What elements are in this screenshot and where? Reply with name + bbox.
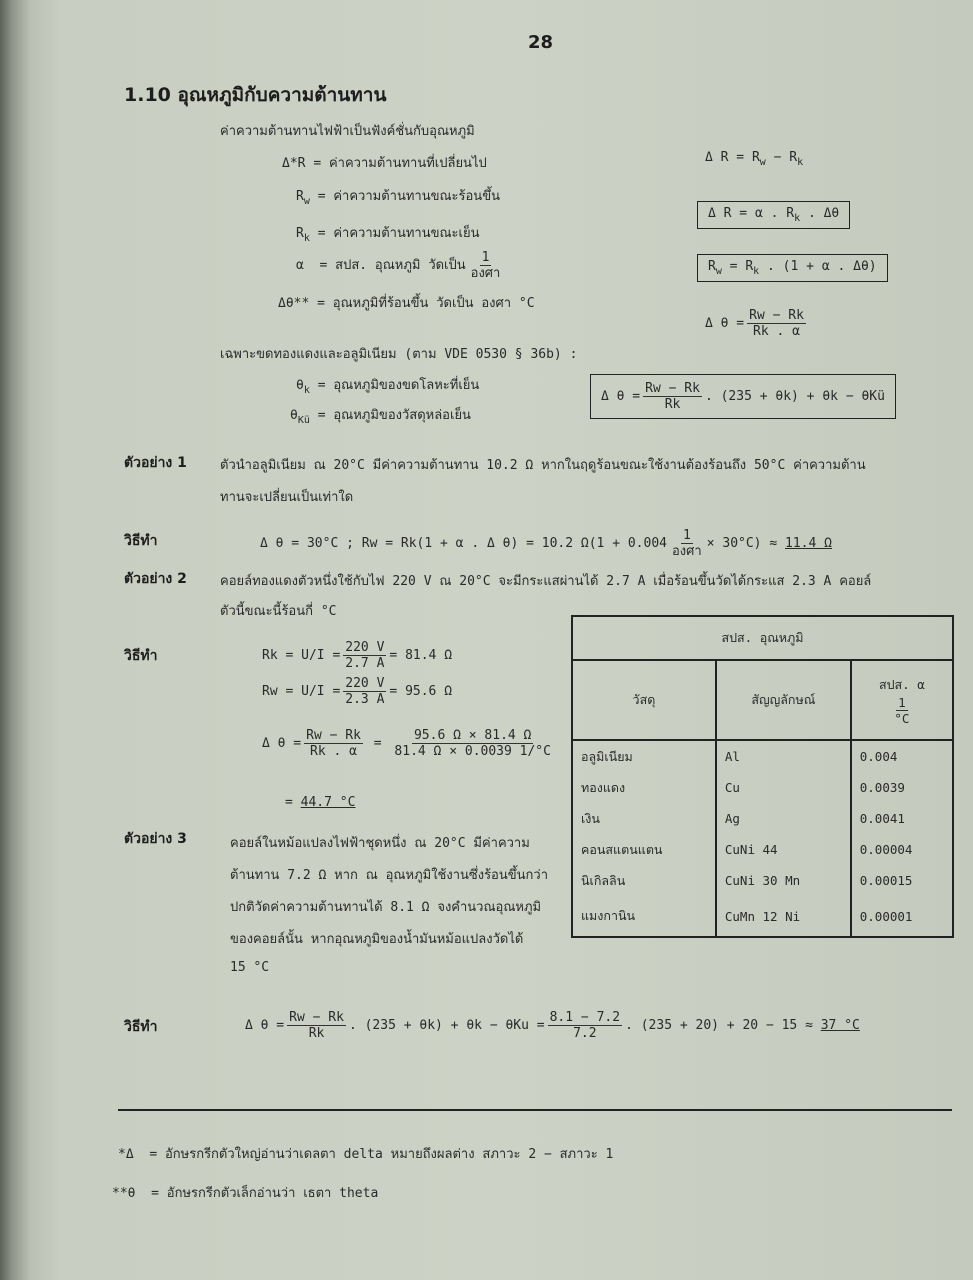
example-1-solution-label: วิธีทำ <box>124 533 158 549</box>
formula-box-vde: Δ θ = $\frac{Rw - Rk}{Rk}$ . (235 + θk) + θk − θKü <box>590 374 896 419</box>
formula-box-delta-r: Δ R = α . $R_k$ . Δθ <box>697 201 850 229</box>
example-1-answer: 11.4 Ω <box>785 536 832 551</box>
definition-rk: $R_k$ = ค่าความต้านทานขณะเย็น <box>296 226 480 244</box>
theta-ku-definition: $\theta_{Kü}$ = อุณหภูมิของวัสดุหล่อเย็น <box>290 408 471 426</box>
table-row: อลูมิเนียม Al 0.004 <box>572 740 953 772</box>
definition-delta-r: Δ*R = ค่าความต้านทานที่เปลี่ยนไป <box>282 156 487 171</box>
table-title: สปส. อุณหภูมิ <box>572 616 953 660</box>
footnote-divider <box>118 1109 952 1111</box>
page-number: 28 <box>528 32 554 53</box>
table-header-material: วัสดุ <box>572 660 716 740</box>
example-3-line: ปกติวัดค่าความต้านทานได้ 8.1 Ω จงคำนวณอุณหภูมิ <box>230 900 542 915</box>
footnote-theta: **θ = อักษรกรีกตัวเล็กอ่านว่า เธตา theta <box>112 1186 379 1201</box>
definition-rw: $R_w$ = ค่าความต้านทานขณะร้อนขึ้น <box>296 189 500 207</box>
formula-box-rw: $R_w = R_k$ . (1 + α . Δθ) <box>697 254 888 282</box>
example-3-line: 15 °C <box>230 960 270 975</box>
table-header-symbol: สัญญลักษณ์ <box>716 660 851 740</box>
example-3-line: ของคอยล์นั้น หากอุณหภูมิของน้ำมันหม้อแปลงวัดได้ <box>230 932 524 947</box>
coefficient-table <box>571 615 954 938</box>
example-2-text-2: ตัวนี้ขณะนี้ร้อนกี่ °C <box>220 604 337 619</box>
formula-delta-theta: Δ θ = $\frac{Rw - Rk}{Rk . \alpha}$ <box>705 308 804 339</box>
example-1-text: ตัวนำอลูมิเนียม ณ 20°C มีค่าความต้านทาน 10.2 Ω หากในฤดูร้อนขณะใช้งานต้องร้อนถึง 50°C ค่าความต้าน <box>220 458 866 473</box>
table-row: แมงกานิน CuMn 12 Ni 0.00001 <box>572 896 953 937</box>
formula-delta-r: Δ $R = R_w - R_k$ <box>705 150 804 168</box>
example-2-step-2: Rw = U/I = $\frac{220 V}{2.3 A}$ = 95.6 Ω <box>262 676 453 707</box>
table-header-coefficient: สปส. α $\frac{1}{^\circ C}$ <box>851 660 953 740</box>
special-note: เฉพาะขดทองแดงและอลูมิเนียม (ตาม VDE 0530 § 36b) : <box>220 347 578 362</box>
example-2-solution-label: วิธีทำ <box>124 648 158 664</box>
example-1-label: ตัวอย่าง 1 <box>124 455 187 471</box>
definition-delta-theta: Δθ** = อุณหภูมิที่ร้อนขึ้น วัดเป็น องศา °C <box>278 296 535 311</box>
section-title: อุณหภูมิกับความต้านทาน <box>177 84 387 106</box>
example-3-solution: Δ θ = $\frac{Rw - Rk}{Rk}$ . (235 + θk) + θk − θKu = $\frac{8.1 - 7.2}{7.2}$ . (235 + 20) + 20 − 15 ≈ 37 °C <box>245 1010 860 1041</box>
example-2-text: คอยล์ทองแดงตัวหนึ่งใช้กับไฟ 220 V ณ 20°C จะมีกระแสผ่านได้ 2.7 A เมื่อร้อนขึ้นวัดได้กระแส 2.3 A คอยล์ <box>220 574 872 589</box>
definition-alpha: α = สปส. อุณหภูมิ วัดเป็น $\frac{1}{\text{องศา}}$ <box>296 250 501 281</box>
table-row: ทองแดง Cu 0.0039 <box>572 772 953 803</box>
footnote-delta: *Δ = อักษรกรีกตัวใหญ่อ่านว่าเดลตา delta หมายถึงผลต่าง สภาวะ 2 − สภาวะ 1 <box>118 1147 614 1162</box>
example-2-answer: = 44.7 °C <box>285 795 356 810</box>
example-2-label: ตัวอย่าง 2 <box>124 571 187 587</box>
table-row: คอนสแตนแตน CuNi 44 0.00004 <box>572 834 953 865</box>
section-number: 1.10 <box>124 84 171 106</box>
example-2-step-1: Rk = U/I = $\frac{220 V}{2.7 A}$ = 81.4 Ω <box>262 640 453 671</box>
example-3-answer: 37 °C <box>820 1018 860 1033</box>
table-row: เงิน Ag 0.0041 <box>572 803 953 834</box>
example-3-line: ต้านทาน 7.2 Ω หาก ณ อุณหภูมิใช้งานซึ่งร้อนขึ้นกว่า <box>230 868 548 883</box>
example-1-solution: Δ θ = 30°C ; Rw = Rk(1 + α . Δ θ) = 10.2 Ω(1 + 0.004 $\frac{1}{\text{องศา}}$ × 30°C) ≈ 11.4 Ω <box>260 528 832 559</box>
example-3-line: คอยล์ในหม้อแปลงไฟฟ้าชุดหนึ่ง ณ 20°C มีค่าความ <box>230 836 530 851</box>
intro-text: ค่าความต้านทานไฟฟ้าเป็นฟังค์ชั่นกับอุณหภูมิ <box>220 124 475 139</box>
section-heading <box>124 80 386 110</box>
example-1-text-2: ทานจะเปลี่ยนเป็นเท่าใด <box>220 490 354 505</box>
example-2-step-3: Δ θ = $\frac{Rw - Rk}{Rk . \alpha}$ = $\frac{95.6 \Omega \times 81.4 \Omega}{81.4 \Omega \times 0.0039 1/^\circ C}$ <box>262 728 551 759</box>
example-3-solution-label: วิธีทำ <box>124 1019 158 1035</box>
theta-k-definition: $\theta_k$ = อุณหภูมิของขดโลหะที่เย็น <box>296 378 480 396</box>
example-3-label: ตัวอย่าง 3 <box>124 831 187 847</box>
table-row: นิเกิลลิน CuNi 30 Mn 0.00015 <box>572 865 953 896</box>
